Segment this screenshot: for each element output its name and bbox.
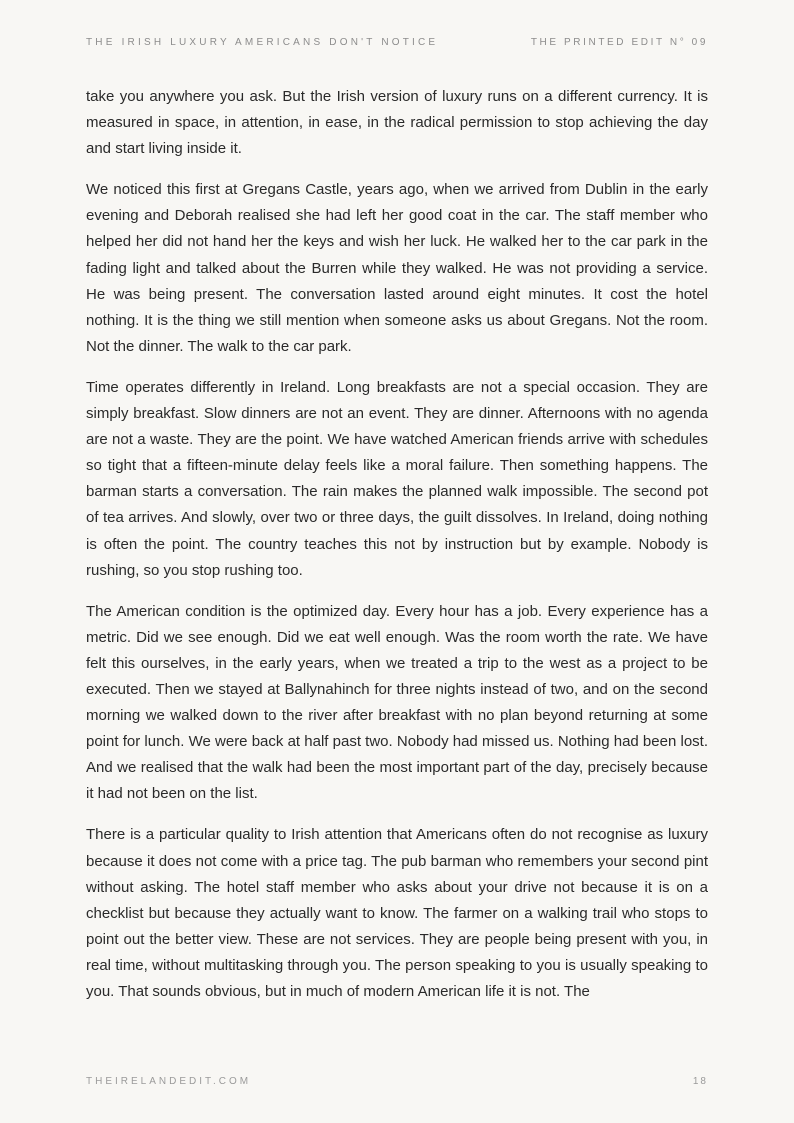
- paragraph: take you anywhere you ask. But the Irish version of luxury runs on a different currency. It is measured in space, in attention, in ease, in the radical permission to stop achieving the day and start living inside it.: [86, 88, 708, 158]
- site-url: THEIRELANDEDIT.COM: [86, 1076, 252, 1087]
- publication-issue: THE PRINTED EDIT N° 09: [530, 37, 708, 48]
- article-body: [86, 84, 708, 1020]
- paragraph: We noticed this first at Gregans Castle, years ago, when we arrived from Dublin in the early evening and Deborah realised she had left her good coat in the car. The staff member who helped her did not hand her the keys and wish her luck. He walked her to the car park in the fading light and talked about the Burren while they walked. He was not providing a service. He was being present. The conversation lasted around eight minutes. It cost the hotel nothing. It is the thing we still mention when someone asks us about Gregans. Not the room. Not the dinner. The walk to the car park.: [86, 181, 708, 355]
- paragraph: The American condition is the optimized day. Every hour has a job. Every experience has a metric. Did we see enough. Did we eat well enough. Was the room worth the rate. We have felt this ourselves, in the early years, when we treated a trip to the west as a project to be executed. Then we stayed at Ballynahinch for three nights instead of two, and on the second morning we walked down to the river after breakfast with no plan beyond returning at some point for lunch. We were back at half past two. Nobody had missed us. Nothing had been lost. And we realised that the walk had been the most important part of the day, precisely because it had not been on the list.: [86, 602, 708, 803]
- running-header: [86, 37, 708, 48]
- article-title: THE IRISH LUXURY AMERICANS DON'T NOTICE: [86, 37, 439, 48]
- running-footer: [86, 1076, 708, 1087]
- page-number: 18: [692, 1076, 708, 1087]
- paragraph: There is a particular quality to Irish attention that Americans often do not recognise as luxury because it does not come with a price tag. The pub barman who remembers your second pint without asking. The hotel staff member who asks about your drive not because it is on a checklist but because they actually want to know. The farmer on a walking trail who stops to point out the better view. These are not services. They are people being present with you, in real time, without multitasking through you. The person speaking to you is usually speaking to you. That sounds obvious, but in much of modern American life it is not. The: [86, 826, 708, 1000]
- paragraph: Time operates differently in Ireland. Long breakfasts are not a special occasion. They are simply breakfast. Slow dinners are not an event. They are dinner. Afternoons with no agenda are not a waste. They are the point. We have watched American friends arrive with schedules so tight that a fifteen-minute delay feels like a moral failure. Then something happens. The barman starts a conversation. The rain makes the planned walk impossible. The second pot of tea arrives. And slowly, over two or three days, the guilt dissolves. In Ireland, doing nothing is often the point. The country teaches this not by instruction but by example. Nobody is rushing, so you stop rushing too.: [86, 378, 708, 579]
